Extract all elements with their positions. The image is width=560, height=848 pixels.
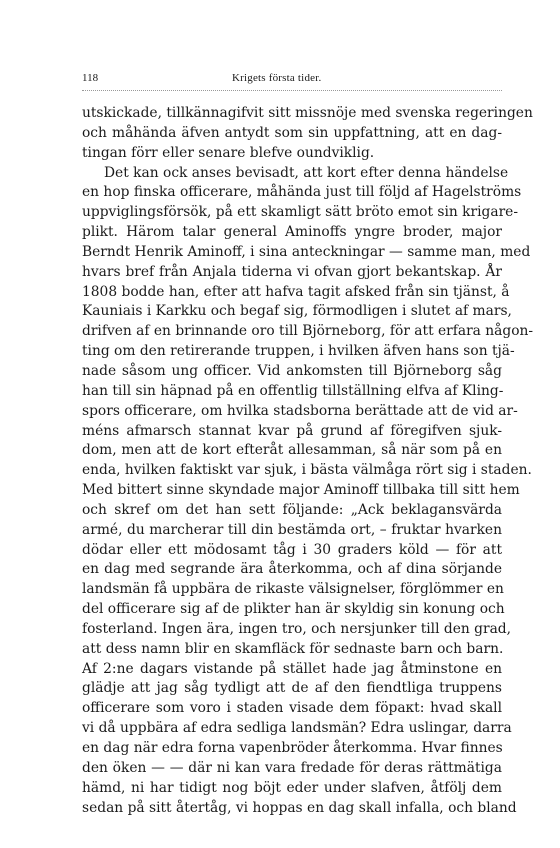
text-line: ting om den retirerande truppen, i hvilken äfven hans son tjä- (82, 343, 515, 360)
text-line: armé, du marcherar till din bestämda ort, – fruktar hvarken (82, 521, 502, 538)
text-line: han till sin häpnad på en offentlig tillställning elfva af Kling- (82, 382, 504, 399)
text-line: 1808 bodde han, efter att hafva tagit afsked från sin tjänst, å (82, 283, 510, 300)
text-line: spors officerare, om hvilka stadsborna berättade att de vid ar- (82, 402, 518, 419)
text-line: uppviglingsförsök, på ett skamligt sätt bröto emot sin krigare- (82, 204, 519, 221)
text-line: Af 2:ne dagars vistande på stället hade jag åtminstone en (82, 660, 502, 677)
text-line: méns afmarsch stannat kvar på grund af föregifven sjuk- (82, 422, 502, 439)
text-line: och måhända äfven antydt som sin uppfattning, att en dag- (82, 124, 502, 141)
text-line: utskickade, tillkännagifvit sitt missnöje med svenska regeringen (82, 105, 533, 121)
text-line: vi då uppbära af edra sedliga landsmän? Edra uslingar, darra (82, 720, 512, 737)
text-line: drifven af en brinnande oro till Björneborg, för att erfara någon- (82, 323, 534, 340)
text-line: en dag med segrande ära återkomma, och af dina sörjande (82, 561, 502, 578)
text-line: Det kan ock anses bevisadt, att kort efter denna händelse (104, 164, 509, 181)
text-line: fosterland. Ingen ära, ingen tro, och nersjunker till den grad, (82, 620, 512, 637)
page-number: 118 (82, 72, 99, 84)
text-line: Berndt Henrik Aminoff, i sina anteckningar — samme man, med (82, 243, 531, 260)
header-rule (82, 90, 502, 91)
text-line: tingan förr eller senare blefve oundviklig. (82, 144, 375, 161)
text-line: landsmän få uppbära de rikaste välsignelser, förglömmer en (82, 581, 504, 598)
text-line: dödar eller ett mödosamt tåg i 30 graders köld — för att (82, 541, 502, 558)
text-line: Med bittert sinne skyndade major Aminoff tillbaka till sitt hem (82, 482, 520, 499)
text-line: glädje att jag såg tydligt att de af den fiendtliga truppens (82, 680, 502, 697)
text-line: dom, men att de kort efteråt allesamman, så när som på en (82, 442, 502, 459)
text-line: den öken — — där ni kan vara fredade för deras rättmätiga (82, 759, 502, 776)
text-line: plikt. Härom talar general Aminoffs yngre broder, major (82, 224, 502, 241)
text-line: enda, hvilken faktiskt var sjuk, i bästa välmåga rört sig i staden. (82, 462, 532, 479)
text-line: del officerare sig af de plikter han är skyldig sin konung och (82, 601, 505, 618)
text-line: hvars bref från Anjala tiderna vi ofvan gjort bekantskap. År (82, 263, 502, 280)
running-title: Krigets första tider. (232, 72, 322, 84)
text-line: att dess namn blir en skamfläck för sednaste barn och barn. (82, 640, 504, 657)
text-line: en hop finska officerare, måhända just till följd af Hagelströms (82, 184, 522, 201)
text-line: Kauniais i Karkku och begaf sig, förmodligen i slutet af mars, (82, 303, 512, 320)
text-line: och skref om det han sett följande: „Ack beklagansvärda (82, 501, 502, 518)
body-text (82, 104, 534, 818)
text-line: sedan på sitt återtåg, vi hoppas en dag skall infalla, och bland (82, 799, 517, 816)
text-line: officerare som voro i staden visade dem föракt: hvad skall (82, 700, 502, 717)
text-line: hämd, ni har tidigt nog böjt eder under slafven, åtfölj dem (82, 779, 502, 796)
text-line: en dag när edra forna vapenbröder återkomma. Hvar finnes (82, 740, 503, 756)
page-header (82, 72, 502, 92)
text-line: nade såsom ung officer. Vid ankomsten till Björneborg såg (82, 362, 502, 379)
